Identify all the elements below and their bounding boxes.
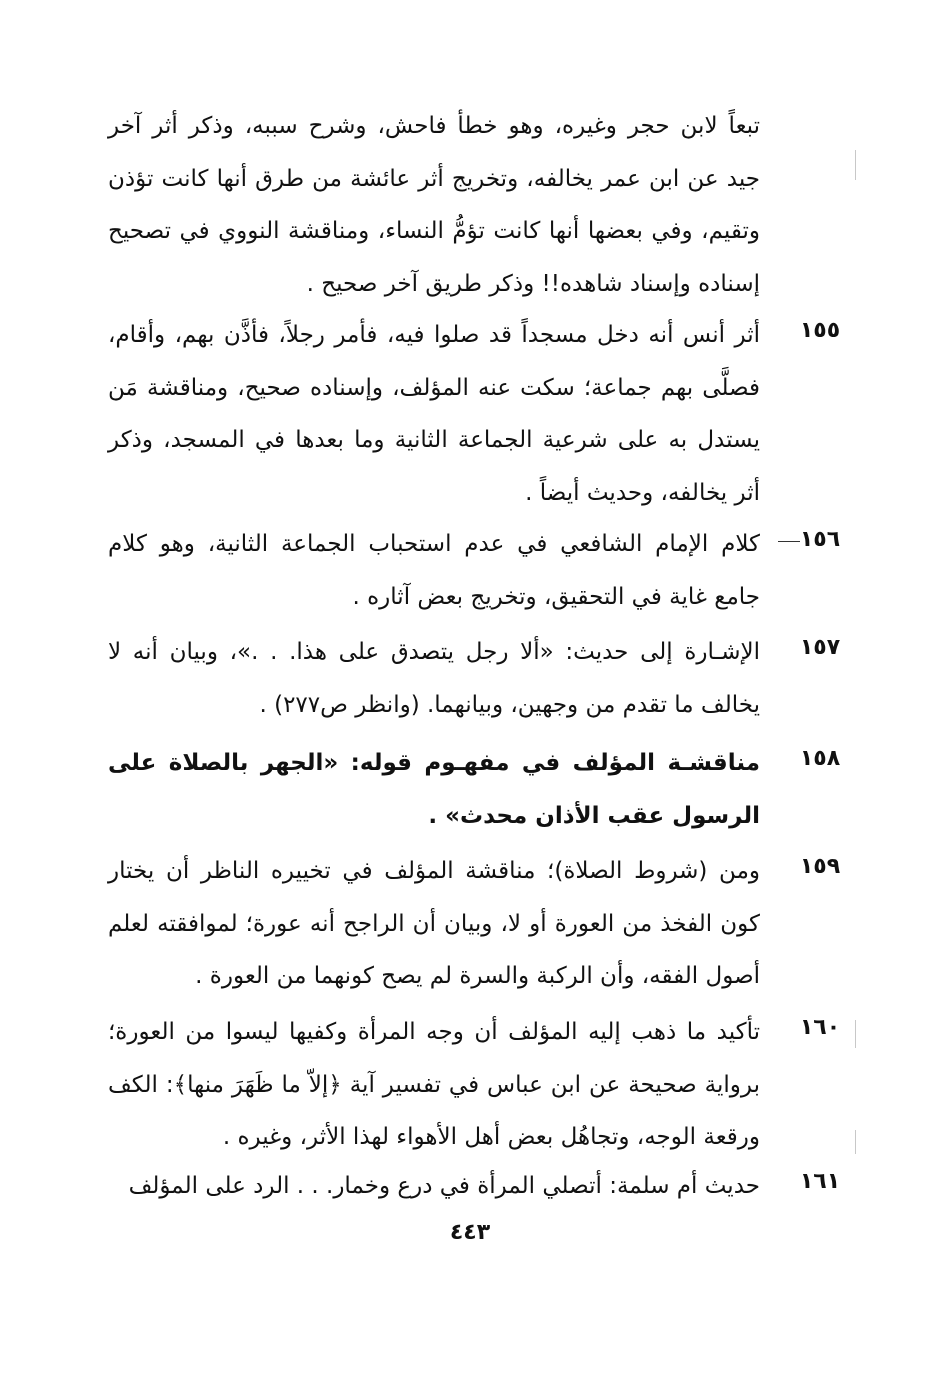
entry-number: ١٥٩ [799, 854, 841, 879]
entry-text: الإشـارة إلى حديث: «ألا رجل يتصدق على هذا. . .»، وبيان أنه لا يخالف ما تقدم من وجهين، وبيانهما. (وانظر ص٢٧٧) . [108, 639, 760, 718]
entry-number: ١٦١ [799, 1169, 841, 1194]
scan-margin-mark [855, 150, 856, 180]
scan-margin-mark [855, 1130, 856, 1154]
entry-text: أثر أنس أنه دخل مسجداً قد صلوا فيه، فأمر رجلاً، فأذَّن بهم، وأقام، فصلَّى بهم جماعة؛ سكت عنه المؤلف، وإسناده صحيح، ومناقشة مَن يستدل به على شرعية الجماعة الثانية وما بعدها في المسجد، وذكر أثر يخالفه، وحديث أيضاً . [108, 322, 760, 506]
entry-text: حديث أم سلمة: أتصلي المرأة في درع وخمار. . . الرد على المؤلف [128, 1173, 760, 1199]
scan-margin-mark [855, 1020, 856, 1048]
entry-text: مناقشـة المؤلف في مفهـوم قوله: «الجهر بالصلاة على الرسول عقب الأذان محدث» . [108, 750, 760, 829]
entry-number: ١٥٨ [799, 746, 841, 771]
entry-number: ١٥٧ [799, 635, 841, 660]
entry-text: تأكيد ما ذهب إليه المؤلف أن وجه المرأة وكفيها ليسوا من العورة؛ برواية صحيحة عن ابن عباس في تفسير آية ﴿إلاّ ما ظَهَرَ منها﴾: الكف ورقعة الوجه، وتجاهُل بعض أهل الأهواء لهذا الأثر، وغيره . [108, 1019, 760, 1150]
entry-number: ١٥٦ [799, 527, 841, 552]
entry-number: ١٥٥ [799, 318, 841, 343]
entry-number: ١٦٠ [799, 1015, 841, 1040]
page-number: ٤٤٣ [449, 1220, 491, 1245]
entry-text: ومن (شروط الصلاة)؛ مناقشة المؤلف في تخييره الناظر أن يختار كون الفخذ من العورة أو لا، وبيان أن الراجح أنه عورة؛ لموافقته لعلم أصول الفقه، وأن الركبة والسرة لم يصح كونهما من العورة . [108, 858, 760, 989]
intro-paragraph: تبعاً لابن حجر وغيره، وهو خطأ فاحش، وشرح سببه، وذكر أثر آخر جيد عن ابن عمر يخالفه، وتخريج أثر عائشة من طرق أنها كانت تؤذن وتقيم، وفي بعضها أنها كانت تؤمُّ النساء، ومناقشة النووي في تصحيح إسناده وإسناد شاهده!! وذكر طريق آخر صحيح . [108, 113, 760, 297]
entry-text: كلام الإمام الشافعي في عدم استحباب الجماعة الثانية، وهو كلام جامع غاية في التحقيق، وتخريج بعض آثاره . [108, 531, 760, 610]
